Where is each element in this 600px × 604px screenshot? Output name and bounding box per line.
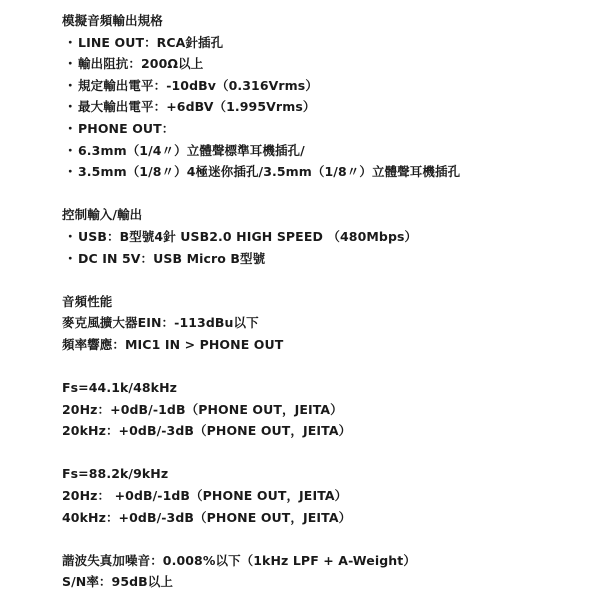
frequency-response-spec: 頻率響應：MIC1 IN > PHONE OUT xyxy=(62,336,284,352)
fs-44k-low-spec: 20Hz：+0dB/-1dB（PHONE OUT，JEITA） xyxy=(62,401,343,417)
rated-output-level-spec: 規定輸出電平：-10dBv（0.316Vrms） xyxy=(78,77,318,93)
phone-jack-3-5mm-spec: 3.5mm（1/8〃）4極迷你插孔/3.5mm（1/8〃）立體聲耳機插孔 xyxy=(78,164,461,180)
audio-performance-heading: 音頻性能 xyxy=(62,293,113,309)
list-item xyxy=(62,248,592,270)
dc-in-spec: DC IN 5V：USB Micro B型號 xyxy=(78,250,266,266)
usb-spec: USB：B型號4針 USB2.0 HIGH SPEED （480Mbps） xyxy=(78,228,418,244)
bullet-glyph: ・ xyxy=(64,99,77,115)
spacer xyxy=(62,528,592,550)
list-item xyxy=(62,53,592,75)
list-item xyxy=(62,118,592,140)
spacer xyxy=(62,356,592,378)
bullet-glyph: ・ xyxy=(64,34,77,50)
mic-amp-ein-spec: 麥克風擴大器EIN：-113dBu以下 xyxy=(62,315,259,331)
fs-44k-high-spec: 20kHz：+0dB/-3dB（PHONE OUT，JEITA） xyxy=(62,423,352,439)
spacer xyxy=(62,442,592,464)
fs-88k-low-spec: 20Hz： +0dB/-1dB（PHONE OUT，JEITA） xyxy=(62,488,348,504)
bullet-glyph: ・ xyxy=(64,142,77,158)
list-item xyxy=(62,32,592,54)
list-item xyxy=(62,96,592,118)
output-impedance-spec: 輸出阻抗：200Ω以上 xyxy=(78,56,204,72)
spec-document xyxy=(62,10,592,593)
bullet-glyph: ・ xyxy=(64,250,77,266)
spacer xyxy=(62,269,592,291)
analog-output-heading: 模擬音頻輸出規格 xyxy=(62,13,163,28)
phone-out-spec: PHONE OUT： xyxy=(78,120,175,136)
max-output-level-spec: 最大輸出電平：+6dBV（1.995Vrms） xyxy=(78,99,316,115)
thd-n-spec: 諧波失真加噪音：0.008%以下（1kHz LPF + A-Weight） xyxy=(62,552,416,568)
list-item xyxy=(62,161,592,183)
bullet-glyph: ・ xyxy=(64,56,77,72)
fs-88k-label: Fs=88.2k/9kHz xyxy=(62,466,169,482)
fs-44k-label: Fs=44.1k/48kHz xyxy=(62,380,178,396)
list-item xyxy=(62,75,592,97)
spacer xyxy=(62,183,592,205)
fs-88k-high-spec: 40kHz：+0dB/-3dB（PHONE OUT，JEITA） xyxy=(62,509,352,525)
bullet-glyph: ・ xyxy=(64,228,77,244)
bullet-glyph: ・ xyxy=(64,164,77,180)
line-out-spec: LINE OUT：RCA針插孔 xyxy=(78,34,224,50)
sn-ratio-spec: S/N率：95dB以上 xyxy=(62,574,173,590)
list-item xyxy=(62,140,592,162)
bullet-glyph: ・ xyxy=(64,120,77,136)
bullet-glyph: ・ xyxy=(64,77,77,93)
list-item xyxy=(62,226,592,248)
control-io-heading: 控制輸入/輸出 xyxy=(62,207,143,223)
phone-jack-6-3mm-spec: 6.3mm（1/4〃）立體聲標準耳機插孔/ xyxy=(78,142,305,158)
